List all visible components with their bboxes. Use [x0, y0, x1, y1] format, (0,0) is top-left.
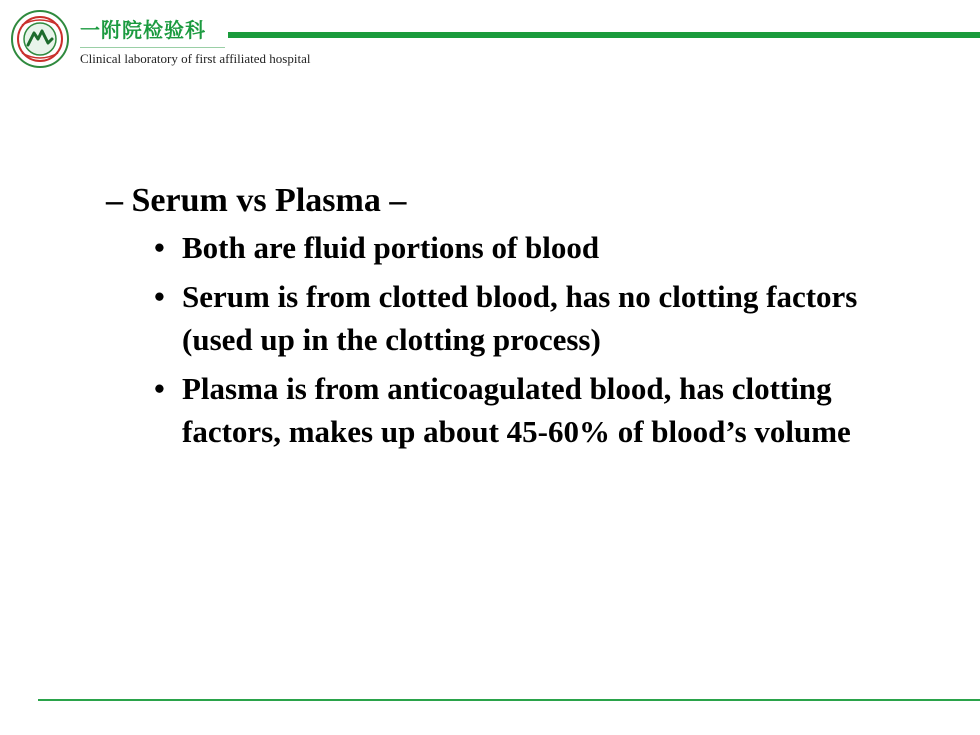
- header-accent-bar: [228, 32, 980, 38]
- slide-header: [0, 0, 980, 80]
- bullet-item: [154, 226, 872, 269]
- bullet-text: Serum is from clotted blood, has no clotting factors (used up in the clotting process): [182, 279, 858, 357]
- slide-body: [106, 178, 906, 459]
- bullet-text: Plasma is from anticoagulated blood, has clotting factors, makes up about 45-60% of blood’s volume: [182, 371, 851, 449]
- footer-divider: [38, 699, 980, 701]
- header-divider: [80, 47, 225, 48]
- bullet-list: [106, 226, 906, 453]
- bullet-text: Both are fluid portions of blood: [182, 230, 600, 265]
- header-title-chinese: 一附院检验科: [80, 18, 206, 42]
- slide-heading: – Serum vs Plasma –: [106, 182, 407, 219]
- bullet-dot: •: [154, 230, 165, 265]
- bullet-dot: •: [154, 279, 165, 314]
- header-title-english: Clinical laboratory of first affiliated hospital: [80, 51, 311, 66]
- bullet-item: [154, 367, 872, 453]
- bullet-dot: •: [154, 371, 165, 406]
- university-seal-icon: [10, 9, 70, 69]
- bullet-item: [154, 275, 872, 361]
